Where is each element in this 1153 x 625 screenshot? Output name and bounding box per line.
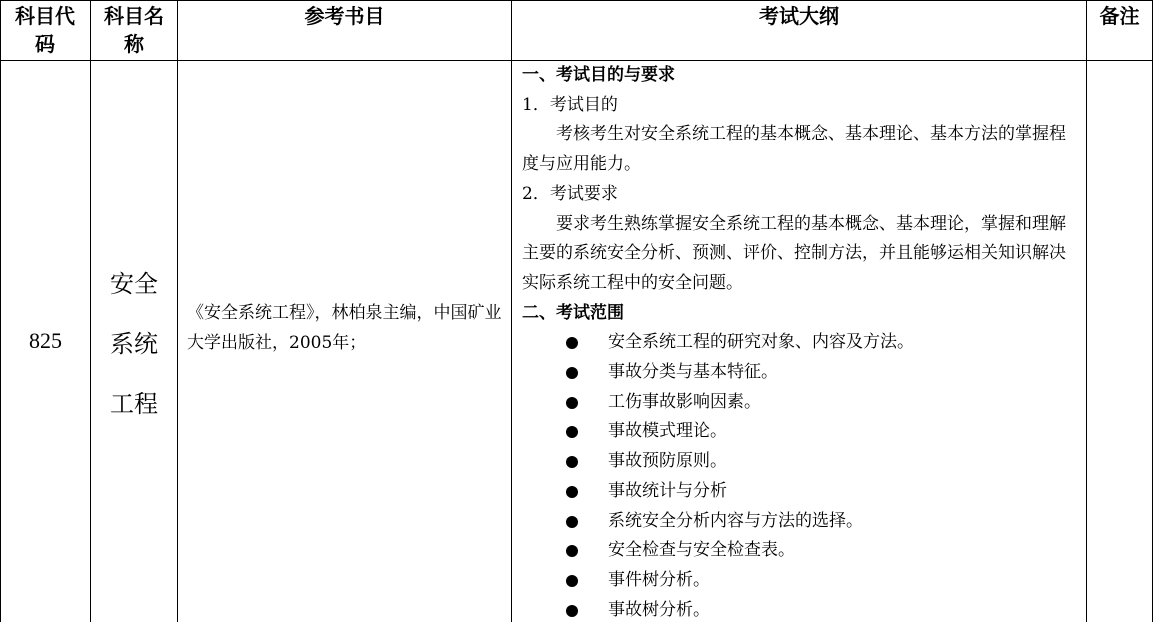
- list-item: [522, 358, 1078, 388]
- section-title: 二、考试范围: [522, 302, 624, 323]
- header-notes: 备注: [1099, 4, 1140, 28]
- list-item-text: 事件树分析。: [608, 569, 710, 590]
- subject-name: [91, 254, 177, 434]
- list-item-text: 工伤事故影响因素。: [608, 391, 761, 412]
- subject-name-line: 系统: [110, 330, 158, 358]
- bullet-icon: [566, 575, 578, 587]
- column-divider: [1086, 0, 1087, 622]
- bullet-icon: [566, 397, 578, 409]
- list-item: [522, 536, 1078, 566]
- header-subject-name: 科目名称: [104, 4, 164, 56]
- list-item: [522, 388, 1078, 418]
- list-item-text: 事故预防原则。: [608, 451, 727, 472]
- header-subject-code: 科目代码: [15, 4, 75, 56]
- list-item-text: 系统安全分析内容与方法的选择。: [608, 510, 863, 531]
- list-item: [522, 417, 1078, 447]
- list-item-text: 事故树分析。: [608, 599, 710, 620]
- column-divider: [511, 0, 512, 622]
- item-title: 2．考试要求: [522, 183, 618, 204]
- bullet-icon: [566, 426, 578, 438]
- list-item: [522, 477, 1078, 507]
- list-item-text: 事故模式理论。: [608, 421, 727, 442]
- header-exam-outline: 考试大纲: [759, 4, 839, 28]
- list-item: [522, 447, 1078, 477]
- item-title: 1．考试目的: [522, 94, 618, 115]
- subject-name-line: 工程: [110, 390, 158, 418]
- subject-name-line: 安全: [110, 270, 158, 298]
- item-text: 要求考生熟练掌握安全系统工程的基本概念、基本理论，掌握和理解主要的系统安全分析、预测、评价、控制方法，并且能够运相关知识解决实际系统工程中的安全问题。: [522, 213, 1066, 293]
- column-divider: [177, 0, 178, 622]
- list-item-text: 事故分类与基本特征。: [608, 362, 778, 383]
- bullet-icon: [566, 545, 578, 557]
- list-item: [522, 596, 1078, 625]
- header-reference-books: 参考书目: [304, 4, 385, 28]
- section-title: 一、考试目的与要求: [522, 65, 675, 85]
- list-item-text: 事故统计与分析: [608, 480, 727, 501]
- bullet-icon: [566, 367, 578, 379]
- bullet-icon: [566, 605, 578, 617]
- item-text: 考核考生对安全系统工程的基本概念、基本理论、基本方法的掌握程度与应用能力。: [522, 124, 1066, 175]
- bullet-icon: [566, 337, 578, 349]
- list-item: [522, 566, 1078, 596]
- bullet-icon: [566, 486, 578, 498]
- subject-code: 825: [29, 328, 62, 353]
- bullet-icon: [566, 456, 578, 468]
- list-item: [522, 507, 1078, 537]
- table-border-left: [0, 0, 1, 622]
- bullet-icon: [566, 516, 578, 528]
- list-item: [522, 328, 1078, 358]
- table-border-top: [0, 0, 1153, 1]
- list-item-text: 安全系统工程的研究对象、内容及方法。: [608, 332, 914, 353]
- exam-outline: [522, 61, 1078, 625]
- list-item-text: 安全检查与安全检查表。: [608, 540, 795, 561]
- reference-book: 《安全系统工程》，林柏泉主编，中国矿业大学出版社，2005年；: [187, 303, 502, 353]
